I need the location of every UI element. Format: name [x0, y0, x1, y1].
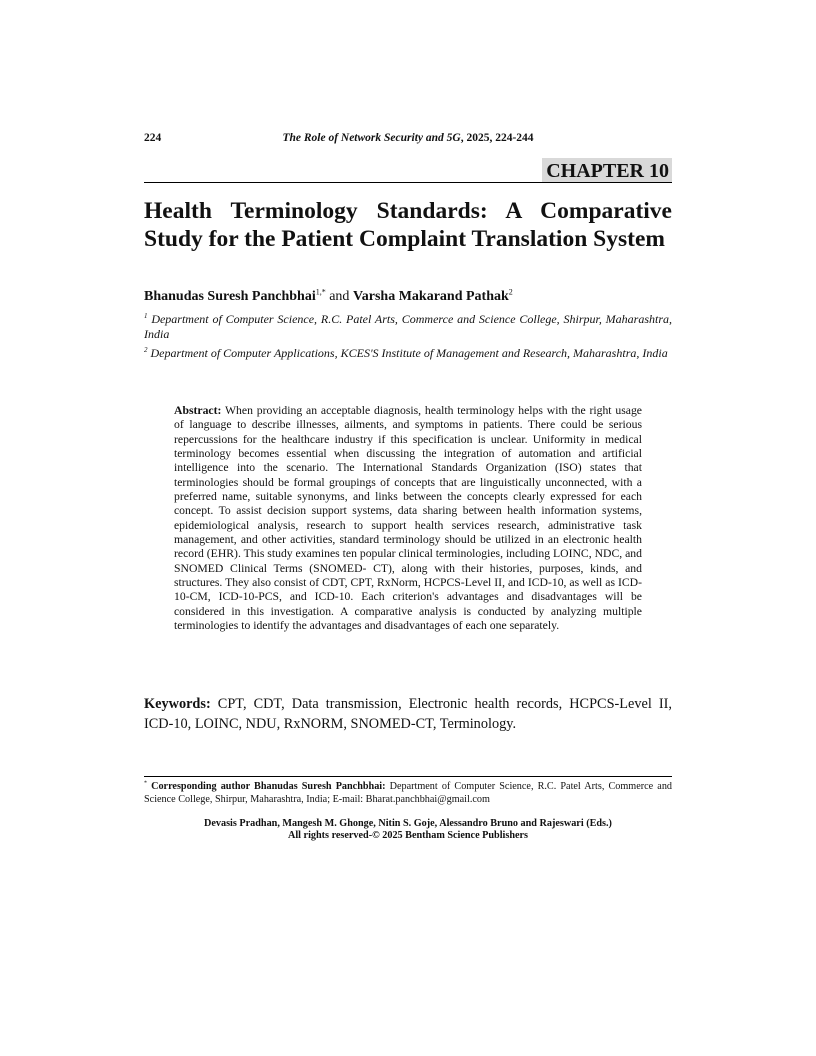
author-sup-1: 1,*: [315, 287, 326, 297]
affiliation-sup-1: 1: [144, 312, 148, 320]
journal-details: , 2025, 224-244: [460, 132, 534, 144]
paper-title: Health Terminology Standards: A Comparative Study for the Patient Complaint Translation System: [144, 198, 672, 252]
author-name-2: Varsha Makarand Pathak: [352, 289, 509, 304]
author-line: [144, 288, 672, 306]
editors-line: Devasis Pradhan, Mangesh M. Ghonge, Nitin S. Goje, Alessandro Bruno and Rajeswari (Eds.): [204, 818, 612, 829]
chapter-divider: [144, 182, 672, 183]
footnote-label: Corresponding author Bhanudas Suresh Panchbhai:: [151, 781, 386, 792]
chapter-heading: [542, 158, 672, 183]
chapter-label: CHAPTER 10: [542, 158, 672, 183]
footnote-divider: [144, 776, 672, 777]
affiliation-sup-2: 2: [144, 346, 148, 354]
affiliation-1: [144, 312, 672, 342]
affiliation-text-2: Department of Computer Applications, KCES'S Institute of Management and Research, Maharashtra, India: [150, 346, 668, 360]
corresponding-author-footnote: [144, 780, 672, 806]
author-joiner: and: [329, 289, 350, 304]
page-number: 224: [144, 132, 162, 144]
author-name-1: Bhanudas Suresh Panchbhai: [144, 289, 316, 304]
author-sup-2: 2: [508, 287, 513, 297]
keywords: [144, 694, 672, 734]
publisher-info: [144, 818, 672, 842]
paper-page: [144, 0, 672, 1056]
rights-line: All rights reserved-© 2025 Bentham Science Publishers: [287, 830, 529, 841]
affiliation-2: [144, 346, 672, 361]
footnote-text: Department of Computer Science, R.C. Patel Arts, Commerce and Science College, Shirpur, Maharashtra, India; E-mail: Bharat.panchbhai@gmail.com: [144, 781, 673, 805]
abstract-text: When providing an acceptable diagnosis, health terminology helps with the right usage of language to describe illnesses, ailments, and symptoms in patients. There could be serious repercussions for the healthcare industry if this specification is unclear. Uniformity in medical terminology becomes essential when discussing the integration of automation and artificial intelligence into the scenario. The International Standards Organization (ISO) states that terminologies should be formal groupings of concepts that are linguistically unconnected, with a preferred name, suitable synonyms, and links between the concepts clearly expressed for each concept. To assist decision support systems, data sharing between health information systems, epidemiological analysis, research to support health services research, administrative task management, and other activities, standard terminology should be utilized in an electronic health record (EHR). This study examines ten popular clinical terminologies, including LOINC, NDC, and SNOMED Clinical Terms (SNOMED- CT), along with their histories, purposes, kinds, and structures. They also consist of CDT, CPT, RxNorm, HCPCS-Level II, and ICD-10, as well as ICD-10-CM, ICD-10-PCS, and ICD-10. Each criterion's advantages and disadvantages will be considered in this investigation. A comparative analysis is conducted by analyzing multiple terminologies to identify the advantages and disadvantages of each one separately.: [174, 404, 642, 633]
abstract-label: Abstract:: [174, 404, 222, 417]
keywords-text: CPT, CDT, Data transmission, Electronic health records, HCPCS-Level II, ICD-10, LOINC, NDU, RxNORM, SNOMED-CT, Terminology.: [144, 696, 672, 732]
abstract: [174, 404, 642, 634]
affiliation-text-1: Department of Computer Science, R.C. Patel Arts, Commerce and Science College, Shirpur, Maharashtra, India: [144, 312, 672, 341]
running-head: [144, 132, 672, 148]
keywords-label: Keywords:: [144, 696, 211, 712]
footnote-sup: *: [144, 780, 147, 787]
journal-title: The Role of Network Security and 5G: [282, 132, 461, 144]
journal-citation: [144, 132, 672, 144]
